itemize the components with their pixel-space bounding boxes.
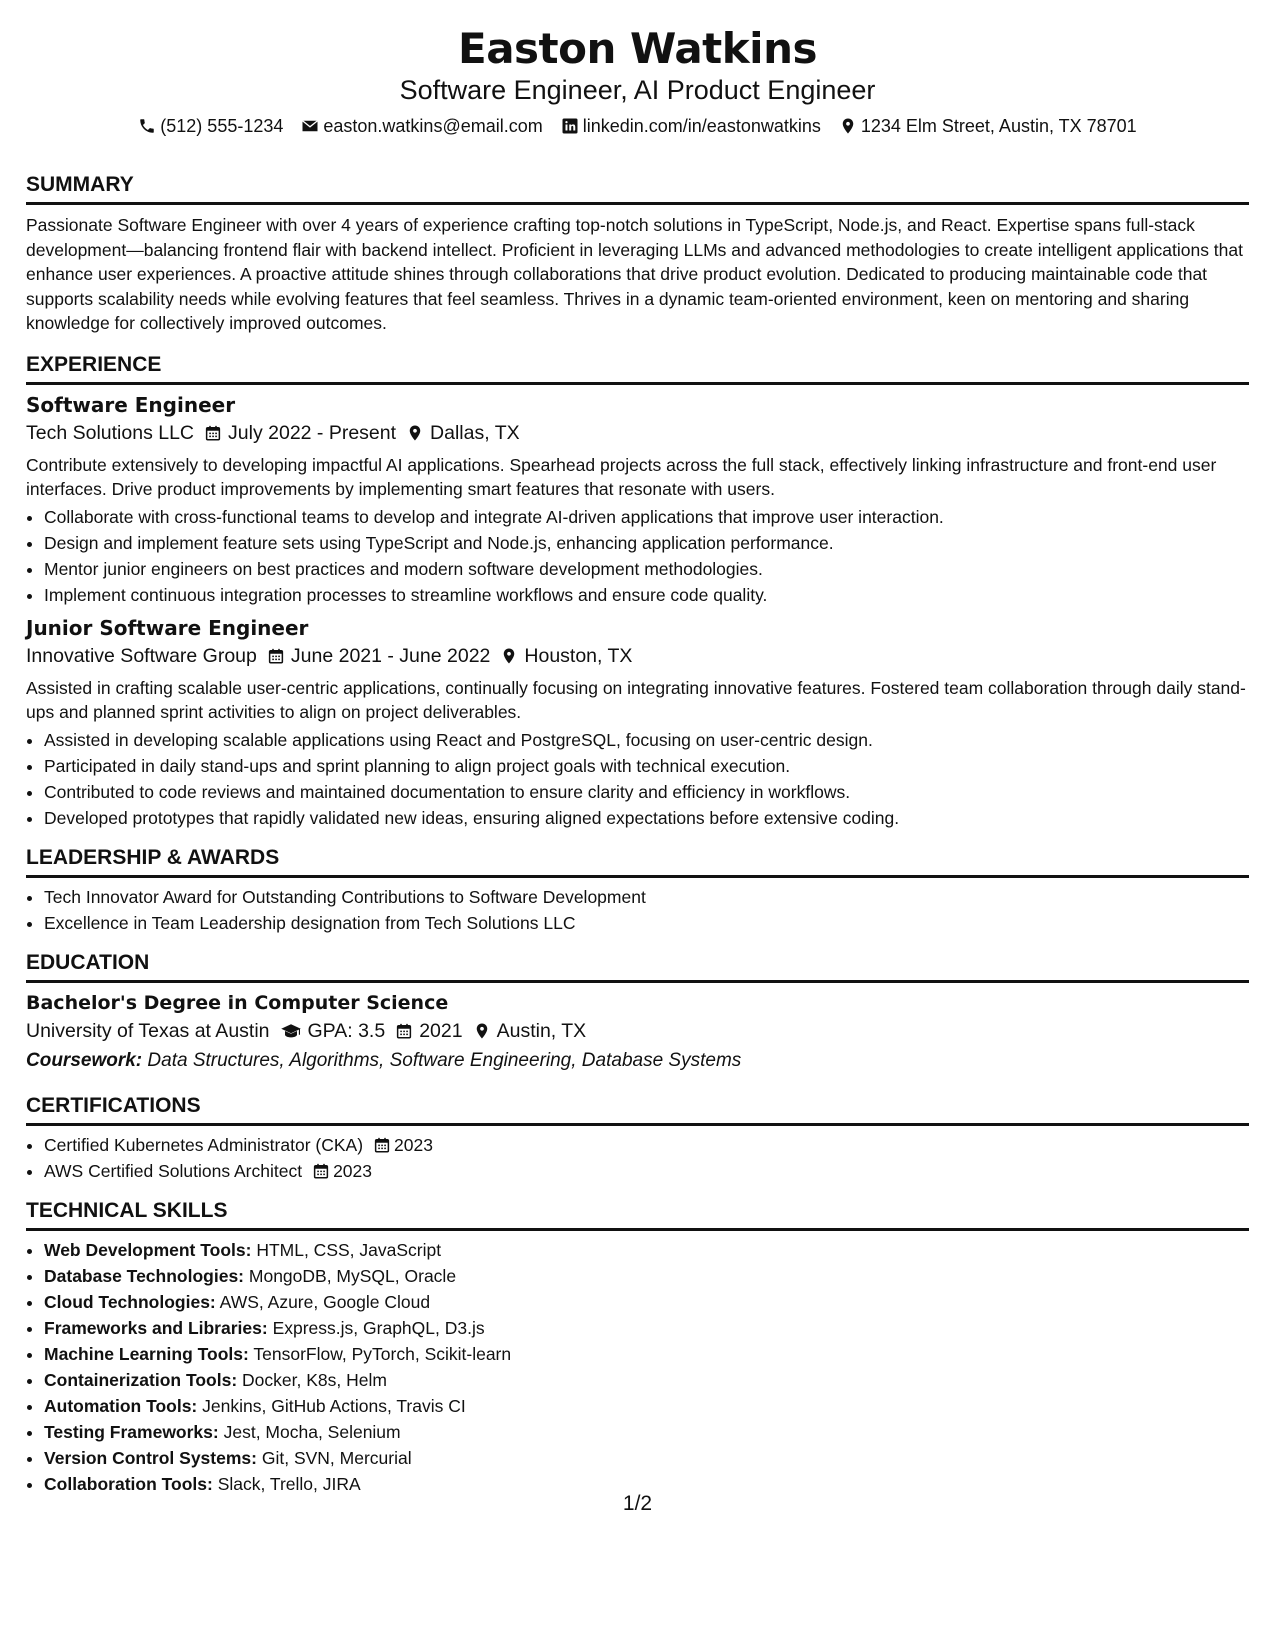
- skill-category: Collaboration Tools:: [44, 1473, 213, 1494]
- list-item: • Mentor junior engineers on best practices and modern software development methodologies.: [44, 556, 1249, 582]
- calendar-icon: [267, 647, 285, 665]
- education-section: [26, 950, 1249, 1075]
- skill-values: AWS, Azure, Google Cloud: [219, 1291, 431, 1312]
- graduation-cap-icon: [280, 1022, 302, 1040]
- map-pin-icon: [406, 424, 424, 442]
- skill-values: MongoDB, MySQL, Oracle: [248, 1265, 457, 1286]
- linkedin-text[interactable]: linkedin.com/in/eastonwatkins: [582, 116, 821, 136]
- certifications-list: [26, 1132, 1249, 1184]
- degree-title: Bachelor's Degree in Computer Science: [26, 991, 449, 1014]
- skill-category: Containerization Tools:: [44, 1369, 238, 1390]
- calendar-icon: [395, 1022, 413, 1040]
- gpa-text: GPA: 3.5: [307, 1019, 386, 1042]
- map-pin-icon: [839, 117, 857, 135]
- skill-category: Cloud Technologies:: [44, 1291, 216, 1312]
- job-description: Contribute extensively to developing impactful AI applications. Spearhead projects across the full stack, effectively linking infrastructure and front-end user interfaces. Drive product improvements by implementing smart features that resonate with users.: [26, 454, 1217, 499]
- contact-phone: [138, 114, 283, 138]
- job-description: Assisted in crafting scalable user-centric applications, continually focusing on integrating innovative features. Fostered team collaboration through daily stand-ups and planned sprint activities to align on project deliverables.: [26, 677, 1246, 722]
- cert-name: • AWS Certified Solutions Architect: [44, 1160, 303, 1181]
- address-text: 1234 Elm Street, Austin, TX 78701: [860, 116, 1137, 136]
- job-dates: [267, 642, 491, 670]
- map-pin-icon: [473, 1022, 491, 1040]
- job-title: Software Engineer: [26, 392, 236, 417]
- list-item: [44, 1263, 1249, 1289]
- experience-section: [26, 352, 1249, 831]
- list-item: [44, 1315, 1249, 1341]
- list-item: [44, 1289, 1249, 1315]
- list-item: • Design and implement feature sets using TypeScript and Node.js, enhancing application performance.: [44, 530, 1249, 556]
- phone-text: (512) 555-1234: [160, 116, 284, 136]
- list-item: [44, 1237, 1249, 1263]
- linkedin-icon: [561, 117, 579, 135]
- list-item: • Collaborate with cross-functional teams to develop and integrate AI-driven applications that improve user interaction.: [44, 504, 1249, 530]
- skill-category: Database Technologies:: [44, 1265, 245, 1286]
- list-item: [44, 1367, 1249, 1393]
- list-item: [44, 1393, 1249, 1419]
- contact-address: [839, 114, 1137, 138]
- leadership-list: [26, 884, 1249, 936]
- email-text[interactable]: easton.watkins@email.com: [323, 116, 543, 136]
- list-item: • Developed prototypes that rapidly validated new ideas, ensuring aligned expectations before extensive coding.: [44, 805, 1249, 831]
- skill-category: Machine Learning Tools:: [44, 1343, 249, 1364]
- job-company: Innovative Software Group: [26, 644, 257, 667]
- job-bullets: [26, 504, 1249, 608]
- cert-year: 2023: [333, 1160, 373, 1181]
- education-gpa: [280, 1017, 386, 1045]
- education-location: [473, 1017, 587, 1045]
- leadership-section: [26, 845, 1249, 936]
- job-dates-text: June 2021 - June 2022: [290, 644, 491, 667]
- job-meta: [26, 419, 1249, 447]
- skill-category: Frameworks and Libraries:: [44, 1317, 268, 1338]
- map-pin-icon: [500, 647, 518, 665]
- skill-values: HTML, CSS, JavaScript: [256, 1239, 442, 1260]
- candidate-title: Software Engineer, AI Product Engineer: [399, 75, 876, 105]
- skill-values: Jenkins, GitHub Actions, Travis CI: [202, 1395, 466, 1416]
- summary-section: [26, 172, 1249, 336]
- summary-text: Passionate Software Engineer with over 4 years of experience crafting top-notch solutions in TypeScript, Node.js, and React. Expertise spans full-stack development—balancing frontend flair with backend intellect. Proficient in leveraging LLMs and advanced methodologies to create intelligent applications that enhance user experiences. A proactive attitude shines through collaborations that drive product evolution. Dedicated to producing maintainable code that supports scalability needs while evolving features that feel seamless. Thrives in a dynamic team-oriented environment, keen on mentoring and sharing knowledge for collectively improved outcomes.: [26, 215, 1243, 333]
- certifications-section: [26, 1093, 1249, 1184]
- list-item: • Assisted in developing scalable applications using React and PostgreSQL, focusing on user-centric design.: [44, 727, 1249, 753]
- skill-values: Slack, Trello, JIRA: [217, 1473, 361, 1494]
- job-company: Tech Solutions LLC: [26, 421, 195, 444]
- phone-icon: [138, 117, 156, 135]
- skill-values: TensorFlow, PyTorch, Scikit-learn: [253, 1343, 512, 1364]
- list-item: • Implement continuous integration processes to streamline workflows and ensure code quality.: [44, 582, 1249, 608]
- candidate-name: Easton Watkins: [458, 24, 817, 73]
- section-heading: TECHNICAL SKILLS: [26, 1198, 1249, 1231]
- skill-category: Testing Frameworks:: [44, 1421, 219, 1442]
- list-item: [44, 1341, 1249, 1367]
- education-meta: [26, 1017, 1249, 1045]
- job-dates: [204, 419, 396, 447]
- job-bullets: [26, 727, 1249, 831]
- cert-name: • Certified Kubernetes Administrator (CKA): [44, 1134, 364, 1155]
- location-text: Austin, TX: [496, 1019, 587, 1042]
- coursework-line: [26, 1047, 1249, 1075]
- resume-page: [26, 0, 1249, 1497]
- job-dates-text: July 2022 - Present: [228, 421, 397, 444]
- cert-year: 2023: [394, 1134, 433, 1155]
- job-entry: [26, 391, 1249, 608]
- calendar-icon: [204, 424, 222, 442]
- cert-date: [373, 1132, 433, 1158]
- list-item: • Participated in daily stand-ups and sprint planning to align project goals with technical execution.: [44, 753, 1249, 779]
- skill-category: Version Control Systems:: [44, 1447, 257, 1468]
- coursework-label: Coursework:: [26, 1049, 143, 1071]
- job-meta: [26, 642, 1249, 670]
- skill-category: Web Development Tools:: [44, 1239, 252, 1260]
- skills-section: [26, 1198, 1249, 1497]
- school-name: University of Texas at Austin: [26, 1019, 270, 1042]
- calendar-icon: [312, 1162, 330, 1180]
- section-heading: SUMMARY: [26, 172, 1249, 205]
- list-item: • Contributed to code reviews and maintained documentation to ensure clarity and efficiency in workflows.: [44, 779, 1249, 805]
- list-item: [44, 1132, 1249, 1158]
- skill-values: Docker, K8s, Helm: [242, 1369, 387, 1390]
- coursework-text: Data Structures, Algorithms, Software Engineering, Database Systems: [147, 1049, 742, 1071]
- education-year: [395, 1017, 462, 1045]
- year-text: 2021: [419, 1019, 463, 1042]
- skills-list: [26, 1237, 1249, 1497]
- skill-values: Git, SVN, Mercurial: [261, 1447, 412, 1468]
- job-entry: [26, 614, 1249, 831]
- section-heading: EDUCATION: [26, 950, 1249, 983]
- calendar-icon: [373, 1136, 391, 1154]
- job-location-text: Houston, TX: [524, 644, 633, 667]
- list-item: [44, 1158, 1249, 1184]
- contact-linkedin[interactable]: [561, 114, 821, 138]
- page-number: 1/2: [622, 1492, 653, 1515]
- list-item: [44, 1419, 1249, 1445]
- envelope-icon: [301, 117, 319, 135]
- list-item: • Excellence in Team Leadership designation from Tech Solutions LLC: [44, 910, 1249, 936]
- list-item: • Tech Innovator Award for Outstanding Contributions to Software Development: [44, 884, 1249, 910]
- list-item: [44, 1445, 1249, 1471]
- section-heading: EXPERIENCE: [26, 352, 1249, 385]
- section-heading: CERTIFICATIONS: [26, 1093, 1249, 1126]
- skill-values: Express.js, GraphQL, D3.js: [272, 1317, 485, 1338]
- job-location-text: Dallas, TX: [430, 421, 520, 444]
- skill-values: Jest, Mocha, Selenium: [223, 1421, 401, 1442]
- contact-email[interactable]: [301, 114, 542, 138]
- cert-date: [312, 1158, 372, 1184]
- job-location: [500, 642, 632, 670]
- job-title: Junior Software Engineer: [26, 615, 309, 640]
- skill-category: Automation Tools:: [44, 1395, 198, 1416]
- section-heading: LEADERSHIP & AWARDS: [26, 845, 1249, 878]
- job-location: [406, 419, 520, 447]
- contact-line: [26, 114, 1249, 138]
